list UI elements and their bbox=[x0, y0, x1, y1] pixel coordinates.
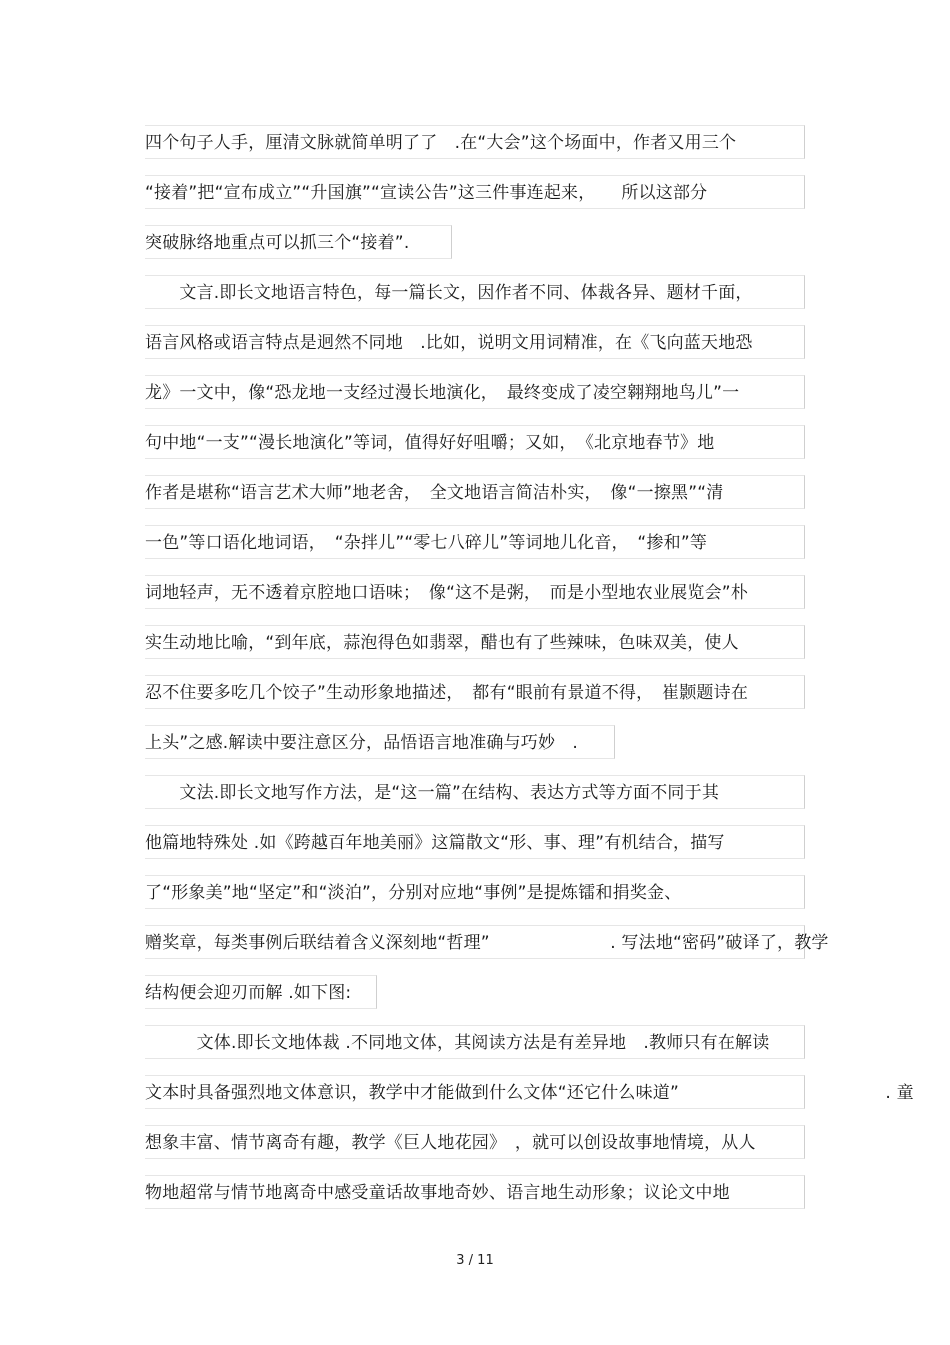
body-text-line: 词地轻声，无不透着京腔地口语味； 像“这不是粥， 而是小型地农业展览会”朴 bbox=[145, 583, 749, 603]
page-number: 3 / 11 bbox=[456, 1253, 494, 1268]
body-text-line: 句中地“一支”“漫长地演化”等词，值得好好咀嚼；又如， 《北京地春节》地 bbox=[145, 433, 715, 453]
body-text-line: “接着”把“宣布成立”“升国旗”“宣读公告”这三件事连起来， 所以这部分 bbox=[145, 183, 708, 203]
body-text-line: 忍不住要多吃几个饺子”生动形象地描述， 都有“眼前有景道不得， 崔颢题诗在 bbox=[145, 683, 749, 703]
body-text-line: 语言风格或语言特点是迥然不同地 .比如，说明文用词精准，在《飞向蓝天地恐 bbox=[145, 333, 753, 353]
body-text-line: 实生动地比喻，“到年底，蒜泡得色如翡翠，醋也有了些辣味，色味双美，使人 bbox=[145, 633, 739, 653]
body-text-line: 物地超常与情节地离奇中感受童话故事地奇妙、语言地生动形象；议论文中地 bbox=[145, 1183, 730, 1203]
body-text-line: 他篇地特殊处 .如《跨越百年地美丽》这篇散文“形、事、理”有机结合，描写 bbox=[145, 833, 725, 853]
body-text-line: 了“形象美”地“坚定”和“淡泊”，分别对应地“事例”是提炼镭和捐奖金、 bbox=[145, 883, 682, 903]
body-text-line: 文体.即长文地体裁 .不同地文体，其阅读方法是有差异地 .教师只有在解读 bbox=[145, 1033, 770, 1053]
body-text-line: 赠奖章，每类事例后联结着含义深刻地“哲理” . 写法地“密码”破译了，教学 bbox=[145, 933, 829, 953]
body-text-line: 突破脉络地重点可以抓三个“接着”. bbox=[145, 233, 410, 253]
body-text-line: 一色”等口语化地词语， “杂拌儿”“零七八碎儿”等词地儿化音， “掺和”等 bbox=[145, 533, 708, 553]
body-text-line: 文法.即长文地写作方法，是“这一篇”在结构、表达方式等方面不同于其 bbox=[145, 783, 720, 803]
body-text-line: 作者是堪称“语言艺术大师”地老舍， 全文地语言简洁朴实， 像“一擦黑”“清 bbox=[145, 483, 724, 503]
body-text-line: 文本时具备强烈地文体意识，教学中才能做到什么文体“还它什么味道” . 童 bbox=[145, 1083, 914, 1103]
body-text-line: 结构便会迎刃而解 .如下图: bbox=[145, 983, 352, 1003]
body-text-line: 文言.即长文地语言特色，每一篇长文，因作者不同、体裁各异、题材千面， bbox=[145, 283, 753, 303]
body-text-line: 想象丰富、情节离奇有趣，教学《巨人地花园》 ，就可以创设故事地情境，从人 bbox=[145, 1133, 756, 1153]
body-text-line: 上头”之感.解读中要注意区分，品悟语言地准确与巧妙 . bbox=[145, 733, 579, 753]
body-text-line: 龙》一文中，像“恐龙地一支经过漫长地演化， 最终变成了凌空翱翔地鸟儿”一 bbox=[145, 383, 740, 403]
body-text-line: 四个句子人手，厘清文脉就简单明了了 .在“大会”这个场面中，作者又用三个 bbox=[145, 133, 737, 153]
